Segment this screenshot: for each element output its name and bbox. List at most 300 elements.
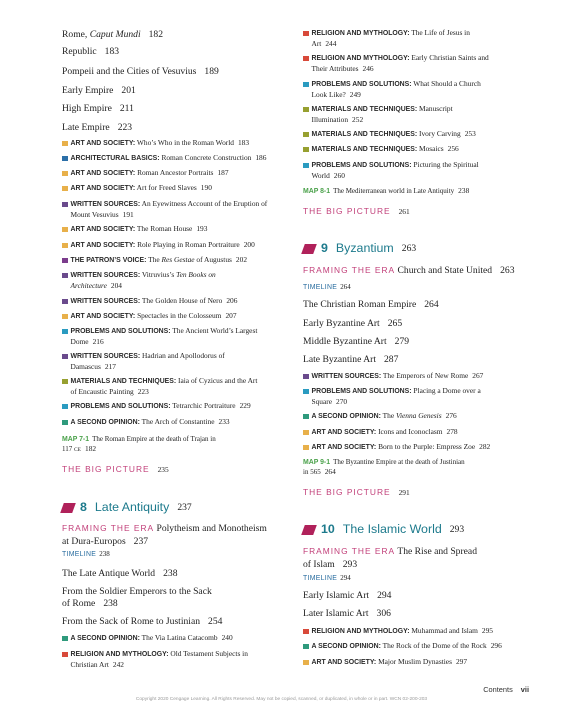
feature-category: ART AND SOCIETY:	[70, 226, 136, 233]
feature-category: ART AND SOCIETY:	[311, 429, 377, 436]
category-square-icon	[303, 107, 309, 113]
category-square-icon	[303, 445, 309, 451]
toc-entry	[62, 29, 287, 41]
feature-title: Their Attributes	[311, 63, 359, 73]
feature-title: Mount Vesuvius	[70, 209, 119, 219]
toc-entry-title-italic: Caput Mundi	[89, 29, 141, 40]
feature-title: Muhammad and Islam	[411, 626, 478, 635]
page-number: 204	[110, 280, 122, 290]
framing-the-era-entry	[62, 522, 287, 548]
chapter-title: The Islamic World	[342, 522, 442, 536]
framing-label: FRAMING THE ERA	[303, 265, 396, 275]
page-number: 238	[163, 568, 178, 579]
feature-box-text	[312, 28, 470, 48]
page-number: 223	[117, 122, 133, 133]
feature-box-text	[312, 626, 493, 637]
feature-title: The Roman House	[136, 224, 193, 233]
page-number: 242	[112, 659, 124, 669]
toc-entry	[62, 85, 287, 97]
feature-category: MATERIALS AND TECHNIQUES:	[311, 146, 418, 153]
toc-entry-title: Late Byzantine Art	[303, 354, 376, 365]
page-number: 267	[472, 371, 484, 380]
feature-box-entry	[62, 376, 287, 396]
feature-box-text	[312, 657, 468, 668]
feature-title: Tetrarchic Portraiture	[172, 401, 236, 410]
feature-title: The Ancient World’s Largest	[172, 326, 258, 335]
page-number: 294	[340, 574, 351, 582]
feature-title: Hadrian and Apollodorus of	[142, 351, 225, 360]
category-square-icon	[62, 404, 68, 410]
category-square-icon	[303, 56, 309, 62]
chapter-title: Late Antiquity	[94, 500, 170, 514]
big-picture-entry	[303, 486, 528, 499]
toc-entry	[62, 586, 287, 610]
page-number: 291	[398, 488, 410, 497]
toc-entry-title: From the Sack of Rome to Justinian	[62, 616, 201, 627]
toc-entry	[62, 46, 287, 58]
contents-label: Contents	[483, 685, 513, 694]
feature-category: A SECOND OPINION:	[70, 635, 140, 642]
category-square-icon	[62, 243, 68, 249]
feature-category: PROBLEMS AND SOLUTIONS:	[70, 328, 171, 335]
feature-title: Dome	[70, 336, 89, 346]
category-square-icon	[303, 147, 309, 153]
page-number: 263	[401, 243, 417, 254]
feature-title: Christian Art	[70, 659, 109, 669]
feature-box-entry	[303, 641, 528, 652]
page-number: 306	[376, 608, 391, 619]
framing-label: FRAMING THE ERA	[303, 546, 396, 556]
feature-title: World	[311, 170, 330, 180]
feature-box-entry	[303, 28, 528, 48]
feature-box-entry	[303, 144, 528, 155]
feature-box-entry	[303, 442, 528, 453]
feature-box-entry	[62, 649, 287, 669]
big-picture-entry	[62, 463, 287, 476]
feature-title: Square	[311, 396, 333, 406]
page-number: 297	[455, 657, 468, 666]
page-number: 191	[122, 209, 134, 219]
feature-category: RELIGION AND MYTHOLOGY:	[311, 55, 410, 62]
page-number: 229	[239, 401, 251, 410]
feature-box-entry	[303, 657, 528, 668]
toc-entry-title: Later Islamic Art	[303, 608, 369, 619]
chapter-number: 10	[321, 522, 335, 536]
toc-entry-title: of Rome	[62, 598, 96, 609]
feature-box-text	[312, 79, 481, 99]
era-label: CE	[74, 447, 82, 453]
feature-box-entry	[303, 386, 528, 406]
feature-title: An Eyewitness Account of the Eruption of	[141, 199, 268, 208]
feature-box-entry	[62, 199, 287, 219]
page-number: 276	[445, 411, 457, 420]
feature-box-entry	[62, 633, 287, 644]
feature-title: The Via Latina Catacomb	[141, 633, 218, 642]
page-number: 293	[342, 559, 358, 570]
page-footer-label	[483, 685, 529, 694]
feature-category: ART AND SOCIETY:	[70, 242, 136, 249]
page-number: 211	[119, 103, 134, 114]
page-number: 200	[243, 240, 255, 249]
category-square-icon	[303, 374, 309, 380]
page-number: 189	[204, 66, 219, 77]
feature-box-text	[312, 371, 484, 382]
feature-title: Icons and Iconoclasm	[378, 427, 443, 436]
map-entry	[62, 435, 287, 455]
feature-title: Major Muslim Dynasties	[378, 657, 452, 666]
toc-entry-title: High Empire	[62, 103, 112, 114]
feature-title-italic: Architecture	[70, 280, 107, 290]
page-number: 293	[449, 524, 465, 535]
toc-entry	[303, 299, 528, 311]
feature-category: MATERIALS AND TECHNIQUES:	[70, 378, 177, 385]
feature-box-entry	[62, 240, 287, 251]
feature-box-text	[71, 255, 248, 266]
category-square-icon	[62, 329, 68, 335]
map-label: MAP 9-1	[303, 459, 331, 466]
feature-box-text	[71, 326, 258, 346]
feature-category: RELIGION AND MYTHOLOGY:	[311, 30, 410, 37]
page-number: 216	[92, 336, 104, 346]
category-square-icon	[303, 629, 309, 635]
toc-entry	[303, 590, 528, 602]
feature-category: THE PATRON’S VOICE:	[70, 257, 147, 264]
page-number: 294	[377, 590, 392, 601]
feature-box-entry	[62, 417, 287, 428]
feature-box-entry	[303, 626, 528, 637]
toc-entry	[62, 122, 287, 134]
page-number: 193	[196, 224, 208, 233]
feature-title: Who’s Who in the Roman World	[136, 138, 234, 147]
map-title: in 565	[303, 468, 321, 476]
framing-the-era-entry	[303, 545, 528, 571]
chapter-marker-icon	[60, 503, 76, 513]
page-number: 282	[479, 442, 491, 451]
feature-box-text	[312, 386, 481, 406]
feature-title: Look Like?	[311, 89, 346, 99]
feature-category: ART AND SOCIETY:	[70, 185, 136, 192]
toc-entry-title: From the Soldier Emperors to the Sack	[62, 586, 212, 597]
feature-box-text	[71, 168, 229, 179]
feature-box-entry	[62, 183, 287, 194]
feature-title: Born to the Purple: Empress Zoe	[378, 442, 476, 451]
feature-title: Role Playing in Roman Portraiture	[137, 240, 240, 249]
category-square-icon	[62, 314, 68, 320]
feature-category: WRITTEN SOURCES:	[311, 373, 382, 380]
feature-title: Early Christian Saints and	[411, 53, 489, 62]
page-number: 223	[137, 386, 149, 396]
feature-title: Art	[311, 38, 322, 48]
page-number: 237	[177, 502, 192, 513]
category-square-icon	[62, 273, 68, 279]
map-title: The Byzantine Empire at the death of Justinian	[333, 458, 465, 466]
toc-entry	[303, 608, 528, 620]
framing-title: Polytheism and Monotheism	[156, 523, 267, 534]
feature-box-text	[312, 411, 457, 422]
category-square-icon	[303, 644, 309, 650]
feature-title: of Augustus	[194, 255, 232, 264]
feature-title: Old Testament Subjects in	[170, 649, 248, 658]
chapter-marker-icon	[301, 525, 317, 535]
page-number: 190	[200, 183, 212, 192]
page-number: 265	[387, 318, 403, 329]
page-number: 202	[235, 255, 248, 264]
feature-category: PROBLEMS AND SOLUTIONS:	[311, 162, 412, 169]
page-number: 253	[464, 129, 476, 138]
feature-box-entry	[62, 168, 287, 179]
feature-box-text	[312, 442, 491, 453]
feature-box-text	[312, 160, 479, 180]
framing-the-era-entry	[303, 264, 528, 277]
page-number: 186	[255, 153, 267, 162]
feature-box-entry	[62, 255, 287, 266]
feature-box-text	[71, 351, 225, 371]
category-square-icon	[62, 258, 68, 264]
feature-box-entry	[303, 53, 528, 73]
page-number: 235	[157, 465, 169, 474]
feature-title: The Arch of Constantine	[141, 417, 215, 426]
map-entry	[303, 458, 528, 477]
feature-title: of Encaustic Painting	[70, 386, 134, 396]
timeline-entry	[303, 283, 528, 292]
page-number: 187	[217, 168, 229, 177]
feature-box-text	[71, 311, 237, 322]
big-picture-label: THE BIG PICTURE	[62, 464, 150, 474]
category-square-icon	[62, 156, 68, 162]
feature-title: The Rock of the Dome of the Rock	[382, 641, 487, 650]
toc-entry	[62, 66, 287, 78]
timeline-label: TIMELINE	[62, 551, 97, 558]
toc-entry-title: The Christian Roman Empire	[303, 299, 417, 310]
feature-title: Damascus	[70, 361, 101, 371]
feature-category: A SECOND OPINION:	[70, 419, 140, 426]
feature-category: PROBLEMS AND SOLUTIONS:	[70, 403, 171, 410]
chapter-marker-icon	[301, 244, 317, 254]
feature-title: Placing a Dome over a	[413, 386, 481, 395]
feature-box-entry	[62, 138, 287, 149]
feature-title: The	[382, 411, 396, 420]
feature-box-entry	[62, 401, 287, 412]
toc-entry	[62, 568, 287, 580]
feature-box-entry	[62, 326, 287, 346]
page-number: 264	[424, 299, 439, 310]
feature-box-text	[71, 649, 248, 669]
feature-title: Picturing the Spiritual	[413, 160, 479, 169]
page-number: 182	[148, 29, 164, 40]
toc-entry	[303, 354, 528, 366]
feature-title: Vitruvius’s	[141, 270, 177, 279]
feature-title: Manuscript	[419, 104, 453, 113]
feature-category: WRITTEN SOURCES:	[70, 353, 141, 360]
category-square-icon	[303, 389, 309, 395]
page-number: 264	[324, 467, 336, 476]
category-square-icon	[303, 660, 309, 666]
feature-title: Ivory Carving	[419, 129, 461, 138]
feature-category: RELIGION AND MYTHOLOGY:	[311, 628, 410, 635]
feature-title-italic: Vienna Genesis	[395, 411, 442, 420]
map-label: MAP 8-1	[303, 188, 331, 195]
feature-title: Iaia of Cyzicus and the Art	[178, 376, 258, 385]
category-square-icon	[62, 299, 68, 305]
feature-box-entry	[62, 351, 287, 371]
feature-title: Illumination	[311, 114, 349, 124]
feature-box-text	[71, 401, 251, 412]
feature-category: ARCHITECTURAL BASICS:	[70, 155, 160, 162]
page-number: 238	[103, 598, 118, 609]
category-square-icon	[303, 132, 309, 138]
feature-box-entry	[62, 153, 287, 164]
page-number: 246	[362, 63, 374, 73]
framing-title: at Dura-Europos	[62, 536, 126, 547]
map-label: MAP 7-1	[62, 436, 90, 443]
toc-entry-title: The Late Antique World	[62, 568, 156, 579]
page-number: 296	[490, 641, 502, 650]
map-entry	[303, 186, 528, 196]
category-square-icon	[303, 414, 309, 420]
page-number: 270	[336, 396, 348, 406]
chapter-heading	[303, 522, 528, 537]
timeline-entry	[62, 550, 287, 559]
toc-entry-title: Republic	[62, 46, 97, 57]
big-picture-label: THE BIG PICTURE	[303, 487, 391, 497]
toc-entry	[62, 616, 287, 628]
feature-box-entry	[303, 79, 528, 99]
page-number: 263	[500, 265, 515, 276]
category-square-icon	[62, 171, 68, 177]
feature-title: Art for Freed Slaves	[136, 183, 197, 192]
page-number: 182	[85, 444, 97, 453]
toc-entry-title: Pompeii and the Cities of Vesuvius	[62, 66, 197, 77]
feature-title: The	[148, 255, 162, 264]
framing-label: FRAMING THE ERA	[62, 523, 155, 533]
feature-box-text	[312, 641, 502, 652]
category-square-icon	[62, 636, 68, 642]
feature-box-text	[71, 224, 208, 235]
page-number: 260	[333, 170, 345, 180]
feature-category: ART AND SOCIETY:	[70, 313, 136, 320]
feature-box-text	[71, 153, 267, 164]
chapter-number: 8	[80, 500, 87, 514]
framing-title: The Rise and Spread	[397, 546, 477, 557]
feature-title: The Golden House of Nero	[141, 296, 223, 305]
feature-box-text	[71, 240, 255, 251]
feature-title: Roman Ancestor Portraits	[137, 168, 214, 177]
page-number: 238	[458, 186, 470, 195]
page-number: 254	[208, 616, 223, 627]
category-square-icon	[62, 141, 68, 147]
feature-box-text	[71, 296, 238, 307]
copyright-notice: Copyright 2020 Cengage Learning. All Rights Reserved. May not be copied, scanned, or duplicated, in whole or in part. WCN 02-200-203	[135, 697, 428, 702]
category-square-icon	[62, 186, 68, 192]
framing-title: Church and State United	[397, 265, 493, 276]
framing-title: of Islam	[303, 559, 335, 570]
feature-category: ART AND SOCIETY:	[311, 659, 377, 666]
feature-box-text	[71, 138, 250, 149]
big-picture-label: THE BIG PICTURE	[303, 206, 391, 216]
page-number: 183	[237, 138, 250, 147]
page-number: 244	[325, 38, 337, 48]
page-number: 256	[447, 144, 459, 153]
feature-box-text	[71, 376, 258, 396]
page-number: 249	[349, 89, 361, 99]
feature-title: The Emperors of New Rome	[382, 371, 469, 380]
feature-box-entry	[62, 311, 287, 322]
category-square-icon	[303, 163, 309, 169]
feature-box-entry	[303, 129, 528, 140]
page-number: 278	[446, 427, 458, 436]
page-number: 207	[225, 311, 237, 320]
category-square-icon	[303, 82, 309, 88]
feature-category: A SECOND OPINION:	[311, 413, 381, 420]
toc-entry	[303, 336, 528, 348]
feature-category: ART AND SOCIETY:	[311, 444, 377, 451]
feature-category: WRITTEN SOURCES:	[70, 201, 141, 208]
page-number: 183	[104, 46, 120, 57]
chapter-heading	[303, 241, 528, 256]
timeline-entry	[303, 574, 528, 583]
feature-box-text	[312, 144, 459, 155]
feature-box-text	[312, 53, 489, 73]
page-number: 238	[99, 550, 110, 558]
feature-box-text	[71, 199, 268, 219]
feature-category: ART AND SOCIETY:	[70, 170, 136, 177]
toc-entry-title: Rome,	[62, 29, 90, 40]
feature-box-text	[312, 427, 458, 438]
toc-entry-title: Early Byzantine Art	[303, 318, 380, 329]
feature-box-entry	[303, 371, 528, 382]
category-square-icon	[62, 420, 68, 426]
page-number: 237	[133, 536, 149, 547]
feature-box-text	[71, 417, 230, 428]
feature-box-entry	[303, 427, 528, 438]
feature-title: What Should a Church	[413, 79, 481, 88]
feature-title: The Life of Jesus in	[411, 28, 470, 37]
feature-box-text	[71, 633, 233, 644]
toc-entry-title: Middle Byzantine Art	[303, 336, 387, 347]
page-number: 287	[384, 354, 399, 365]
feature-title-italic: Res Gestae	[161, 255, 195, 264]
page-number: 233	[218, 417, 230, 426]
toc-entry-title: Early Empire	[62, 85, 114, 96]
feature-category: RELIGION AND MYTHOLOGY:	[70, 651, 169, 658]
page-number: 261	[398, 207, 410, 216]
feature-title: Spectacles in the Colosseum	[137, 311, 222, 320]
timeline-label: TIMELINE	[303, 284, 338, 291]
timeline-label: TIMELINE	[303, 575, 338, 582]
feature-category: A SECOND OPINION:	[311, 643, 381, 650]
page-number: 217	[104, 361, 116, 371]
feature-box-entry	[62, 224, 287, 235]
feature-box-text	[71, 183, 212, 194]
page-number: vii	[520, 685, 529, 694]
feature-title: Roman Concrete Construction	[161, 153, 252, 162]
chapter-number: 9	[321, 241, 328, 255]
feature-title: Mosaics	[419, 144, 444, 153]
chapter-heading	[62, 500, 287, 515]
feature-box-text	[71, 270, 216, 290]
toc-entry	[62, 103, 287, 115]
page-number: 206	[226, 296, 238, 305]
feature-category: WRITTEN SOURCES:	[70, 272, 141, 279]
feature-box-text	[312, 129, 476, 140]
toc-entry-title: Early Islamic Art	[303, 590, 370, 601]
category-square-icon	[62, 354, 68, 360]
category-square-icon	[303, 430, 309, 436]
category-square-icon	[303, 31, 309, 37]
feature-category: ART AND SOCIETY:	[70, 140, 136, 147]
feature-category: PROBLEMS AND SOLUTIONS:	[311, 388, 412, 395]
feature-box-entry	[62, 270, 287, 290]
